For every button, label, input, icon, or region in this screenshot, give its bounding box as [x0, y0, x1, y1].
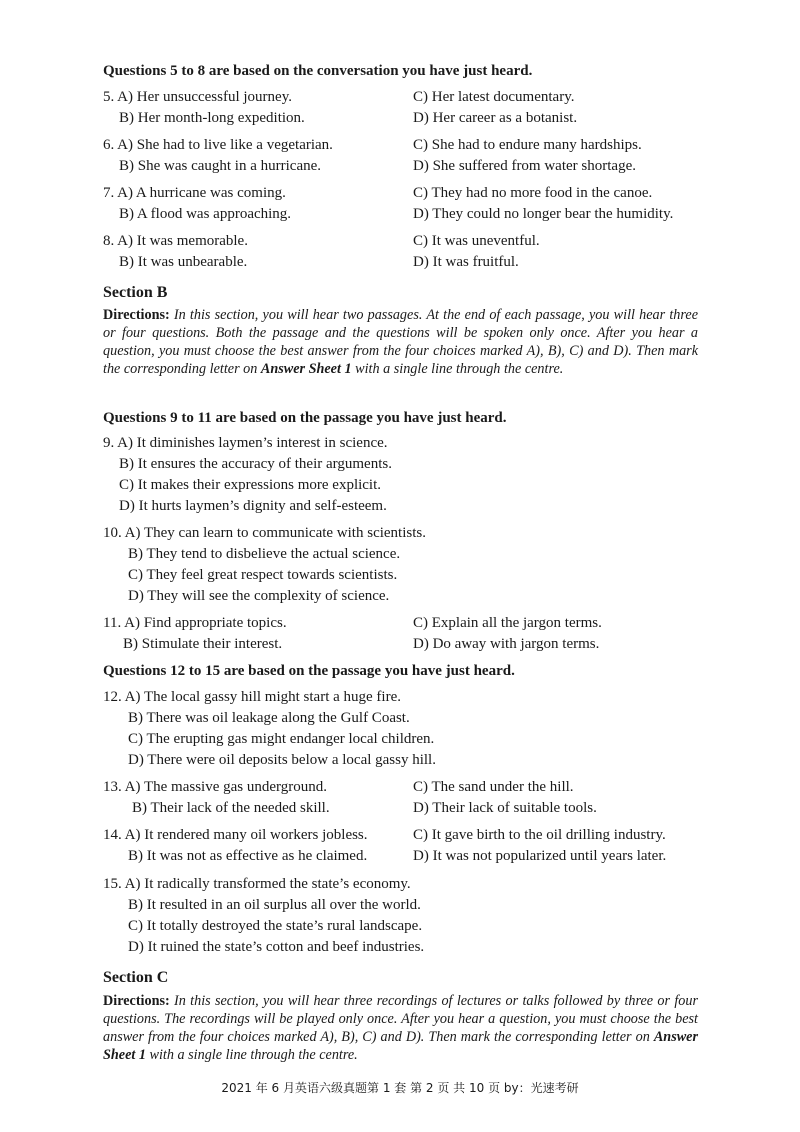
directions-label: Directions:: [103, 307, 170, 323]
directions-text-1: In this section, you will hear three recordings of lectures or talks followed by three or four questions. The recordings will be played only once. After you hear a question, you must choose the best answer from the four choices marked A), B), C) and D). Then mark the corresponding letter on: [103, 993, 698, 1045]
q7-option-b: B) A flood was approaching.: [119, 206, 292, 222]
directions-text-1: In this section, you will hear two passages. At the end of each passage, you will hear three or four questions. Both the passage and the questions will be spoken only once. After you hear a question, you must choose the best answer from the four choices marked A), B), C) and D). Then mark the corresponding letter on: [103, 307, 698, 377]
directions-text-2: with a single line through the centre.: [351, 361, 564, 377]
q15-option-a: 15. A) It radically transformed the state’s economy.: [103, 876, 411, 892]
q13-option-a: 13. A) The massive gas underground.: [103, 779, 327, 795]
section-b-directions: [103, 306, 698, 378]
section-b-title: Section B: [103, 284, 168, 301]
q8-option-a: 8. A) It was memorable.: [103, 233, 248, 249]
q5-option-c: C) Her latest documentary.: [413, 89, 575, 105]
q9-option-a: 9. A) It diminishes laymen’s interest in science.: [103, 435, 388, 451]
q12-option-a: 12. A) The local gassy hill might start a huge fire.: [103, 689, 401, 705]
q15-option-b: B) It resulted in an oil surplus all over the world.: [128, 897, 421, 913]
q9-option-d: D) It hurts laymen’s dignity and self-esteem.: [119, 498, 387, 514]
answer-sheet-ref: Answer Sheet 1: [103, 1029, 698, 1063]
q8-option-b: B) It was unbearable.: [119, 254, 248, 270]
q6-option-d: D) She suffered from water shortage.: [413, 158, 636, 174]
q6-option-a: 6. A) She had to live like a vegetarian.: [103, 137, 333, 153]
group-heading-9-11: Questions 9 to 11 are based on the passage you have just heard.: [103, 410, 507, 426]
q10-option-d: D) They will see the complexity of science.: [128, 588, 390, 604]
page-footer: 2021 年 6 月英语六级真题第 1 套 第 2 页 共 10 页 by：光速考研: [221, 1081, 579, 1095]
q7-option-a: 7. A) A hurricane was coming.: [103, 185, 286, 201]
q13-option-d: D) Their lack of suitable tools.: [413, 800, 597, 816]
group-heading-12-15: Questions 12 to 15 are based on the passage you have just heard.: [103, 663, 515, 679]
q15-option-c: C) It totally destroyed the state’s rural landscape.: [128, 918, 423, 934]
group-heading-5-8: Questions 5 to 8 are based on the conversation you have just heard.: [103, 63, 533, 79]
directions-text-2: with a single line through the centre.: [145, 1047, 358, 1063]
q10-option-b: B) They tend to disbelieve the actual science.: [128, 546, 401, 562]
q9-option-c: C) It makes their expressions more explicit.: [119, 477, 382, 493]
q10-option-a: 10. A) They can learn to communicate with scientists.: [103, 525, 426, 541]
q5-option-d: D) Her career as a botanist.: [413, 110, 578, 126]
q9-option-b: B) It ensures the accuracy of their arguments.: [119, 456, 392, 472]
q11-option-d: D) Do away with jargon terms.: [413, 636, 600, 652]
q12-option-c: C) The erupting gas might endanger local children.: [128, 731, 435, 747]
q5-option-a: 5. A) Her unsuccessful journey.: [103, 89, 292, 105]
q11-option-c: C) Explain all the jargon terms.: [413, 615, 602, 631]
q12-option-d: D) There were oil deposits below a local gassy hill.: [128, 752, 436, 768]
q8-option-d: D) It was fruitful.: [413, 254, 519, 270]
q14-option-c: C) It gave birth to the oil drilling industry.: [413, 827, 666, 843]
section-c-title: Section C: [103, 969, 169, 986]
q6-option-c: C) She had to endure many hardships.: [413, 137, 642, 153]
q15-option-d: D) It ruined the state’s cotton and beef industries.: [128, 939, 425, 955]
directions-label: Directions:: [103, 993, 170, 1009]
q8-option-c: C) It was uneventful.: [413, 233, 540, 249]
q11-option-a: 11. A) Find appropriate topics.: [103, 615, 287, 631]
q14-option-a: 14. A) It rendered many oil workers jobless.: [103, 827, 368, 843]
q13-option-b: B) Their lack of the needed skill.: [132, 800, 330, 816]
q11-option-b: B) Stimulate their interest.: [123, 636, 283, 652]
answer-sheet-ref: Answer Sheet 1: [260, 361, 352, 377]
q14-option-b: B) It was not as effective as he claimed.: [128, 848, 368, 864]
q6-option-b: B) She was caught in a hurricane.: [119, 158, 322, 174]
q5-option-b: B) Her month-long expedition.: [119, 110, 305, 126]
q14-option-d: D) It was not popularized until years later.: [413, 848, 667, 864]
q10-option-c: C) They feel great respect towards scientists.: [128, 567, 398, 583]
section-c-directions: [103, 992, 698, 1064]
q7-option-c: C) They had no more food in the canoe.: [413, 185, 653, 201]
q7-option-d: D) They could no longer bear the humidity.: [413, 206, 674, 222]
q12-option-b: B) There was oil leakage along the Gulf Coast.: [128, 710, 410, 726]
q13-option-c: C) The sand under the hill.: [413, 779, 574, 795]
